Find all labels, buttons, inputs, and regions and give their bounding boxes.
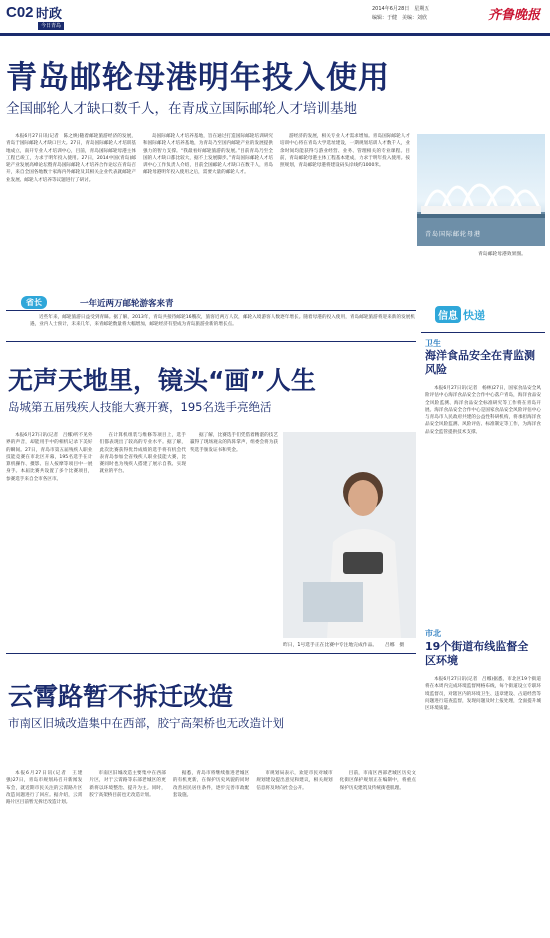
item1-title: 海洋食品安全在青监测风险 [425,349,535,376]
story3-column [173,770,249,936]
header-rule [0,33,550,36]
story1-text: 岛国际邮轮人才培养基地，旨在通过打造国际邮轮培训研究和国际邮轮人才培养基地，为青岛乃至国内邮轮产业的发展提供强力的智力支撑。“我最看好邮轮旅游的发展。”目前青岛乃至全国的人才缺口都比较大，据不上发展脚步。”青岛国际邮轮人才培训中心工作负责人介绍，目前全国邮轮人才缺口在数千人，青岛邮轮母港明年投入使用之后，需要大量的邮轮人才。 [143,134,273,176]
story1-text: 本报6月27日讯(记者 陈之焕)随着邮轮旅游经济的发展，青岛于国际邮轮人才缺口巨大。27日，青岛国际邮轮人才培训基地成立，南开专业人才培训中心，目前，青岛国际邮轮母港主体工程已竣工，力求于明年投入使用。27日，2014中国(青岛)邮轮产业发展高峰论坛暨青岛国际邮轮人才培养合作论坛在青岛召开，来自全国各地数十家海内外邮轮及其相关企业代表就邮轮产业发展、邮轮人才培养等议题进行了研讨。 [6,134,136,183]
headline-cruise-port: 青岛邮轮母港明年投入使用 [6,60,390,96]
image-caption: 青岛邮轮母港效果图。 [478,252,526,257]
story1-column [143,133,273,288]
story3-column [6,770,82,936]
item2-title: 19个街道布线监督全区环境 [425,640,529,667]
story1-text: 游经济的发展，相关专业人才需求增加。青岛国际邮轮人才培训中心将在青岛大学选址建设，一期规划培训人才数千人，业余时间均能获得与游业经营、业务、管理相关的专业课程。目前，青岛邮轮母港主体工程基本建成，力求于明年投入使用。按照规划，青岛邮轮母港将建设码头岸线约1000米。 [280,134,410,169]
page-header [0,0,550,38]
subheadline-cruise-port: 全国邮轮人才缺口数千人，在青成立国际邮轮人才培训基地 [6,101,357,117]
item1-tag: 卫生 [425,339,441,348]
story2-column [100,432,187,640]
photo-caption: 昨日，1号选手正在比赛中专注地完成作品。 [283,643,378,648]
item1-text: 本报6月27日讯(记者 杨林)27日，国家食品安全风险评估中心海洋食品安全合作中心落户青岛，海洋食品安全风险监测、海洋食品安全标准研究等工作将在青岛开展。海洋食品安全合作中心是国家食品安全风险评估中心与青岛市人民政府共建的公益性科研机构，将承担海洋食品安全风险监测、风险评估、标准制定等工作，为海洋食品安全监管提供技术支撑。 [425,386,541,435]
sidebar [421,298,545,938]
brief-title: 一年近两万邮轮游客来青 [80,299,174,309]
headline-yunxiao-road: 云霄路暂不拆迁改造 [8,682,234,711]
story3-column [340,770,416,936]
contestant-photo [283,432,416,638]
brand-logo: 齐鲁晚报 [488,8,541,23]
cruise-terminal-image [417,134,545,246]
story2-text: 据了解，比赛选手们凭借着精湛的技艺赢得了现场观众的阵阵掌声，组委会将为获奖选手颁发证书和奖金。 [190,433,278,453]
subsection-name: 今日青岛 [38,22,64,30]
story3-body [6,770,416,936]
story2-text: 在计算机组装与维修等项目上，选手们都表现出了较高的专业水平。据了解，此次比赛获得优异成绩的选手将有机会代表青岛参加全省残疾人职业技能大赛，比赛同时也为残疾人搭建了展示自我、实现就业的平台。 [99,433,186,475]
info-express-logo [435,306,485,323]
story3-text: 市南区旧城改造主要集中在西部片区，对于云霄路等东部老城区的更新将以环境整治、提升为主。同时，胶宁高架桥目前也无改造计划。 [89,771,166,798]
story2-column [6,432,93,640]
story2-rule [6,341,416,342]
express-label: 快递 [463,308,485,322]
subheadline-disabled-contest: 岛城第五届残疾人技能大赛开赛，195名选手亮绝活 [8,400,272,414]
story3-text: 市规划局表示，欢迎市民对城市规划建设提出意见和建议，相关规划信息将及时向社会公开。 [256,771,333,791]
story3-text: 目前，市南区西部老城区历史文化街区保护规划正在编制中，将重点保护历史建筑及传统街巷肌理。 [339,771,416,791]
item2-body [425,676,541,931]
story3-text: 据悉，青岛市将继续推进老城区的有机更新，在保护历史风貌的同时改善居民居住条件，逐步完善市政配套设施。 [172,771,250,798]
item2-text: 本报6月27日讯(记者 吕娜)据悉，市北区19个街道将在本周内完成环境监督网格布线，每个街道设立专职环境监督员，对辖区内的环境卫生、违章建设、占道经营等问题进行巡查监督，发现问题及时上报处理，全面提升城区环境质量。 [425,677,541,712]
story3-column [89,770,165,936]
brief-rule [6,310,416,311]
photo-credit: 吕娜 摄 [385,643,405,648]
info-label: 信息 [435,306,461,323]
story1-body [6,133,410,288]
story3-column [256,770,332,936]
contestant-illustration [283,432,416,638]
story1-column [6,133,136,288]
editor-line: 编辑：于健 美编：刘欣 [372,15,428,21]
brief-text: 近些年来，邮轮旅游日益受到青睐。据了解，2013年，青岛共接待邮轮16艘次，旅客近两万人次，邮轮入境游客人数逐年增长。随着母港的投入使用，青岛邮轮旅游将迎来新的发展机遇，业内人士预计，未来几年，来青邮轮数量将大幅增加，邮轮经济有望成为青岛旅游业新的增长点。 [30,315,415,328]
item1-body [425,385,541,615]
sidebar-rule [421,332,545,333]
page-number: C02 [6,4,34,21]
story1-column [280,133,410,288]
brief-tag: 省长 [21,296,47,309]
subheadline-yunxiao-road: 市南区旧城改造集中在西部，胶宁高架桥也无改造计划 [8,716,284,730]
story2-column [190,432,278,640]
item2-tag: 市北 [425,629,441,638]
story2-body [6,432,186,640]
story3-text: 本报6月27日讯(记者 王建强)27日，青岛市规划局召开新闻发布会，就近期市民关注的云霄路片区改造问题进行了回应。据介绍，云霄路片区目前暂无拆迁改造计划。 [6,771,83,806]
issue-date: 2014年6月28日 星期五 [372,6,430,12]
image-title: 青岛国际邮轮母港 [425,231,482,238]
section-name: 时政 [36,7,63,22]
story3-rule [6,653,416,654]
story2-text: 本报6月27日讯(记者 吕娜)听不见外界的声音，却能用手中的相机记录下美好的瞬间。27日，青岛市第五届残疾人职业技能竞赛在市北区开幕，195名选手在计算机操作、摄影、盲人按摩等项目中一展身手。本届比赛共设置了多个比赛项目，参赛选手来自全市各区市。 [6,433,93,482]
headline-disabled-contest: 无声天地里，镜头“画”人生 [8,366,316,395]
